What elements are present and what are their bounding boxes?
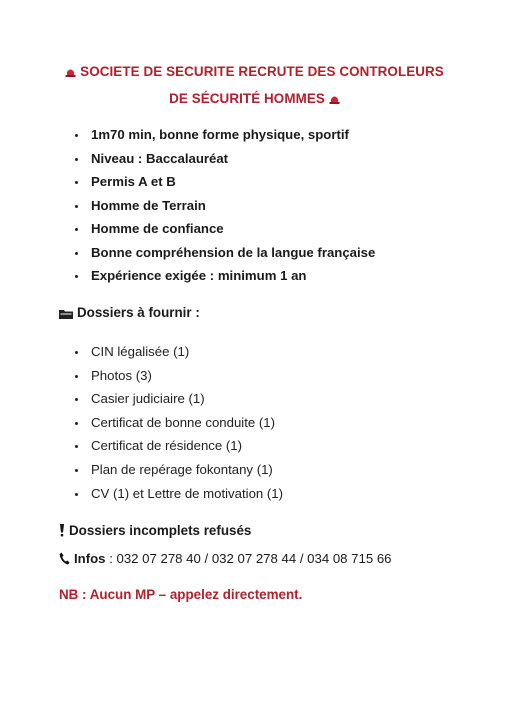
title-line-2: [0, 91, 509, 106]
list-item: Niveau : Baccalauréat: [72, 151, 375, 175]
list-item: CIN légalisée (1): [72, 344, 283, 368]
dossiers-heading-text: Dossiers à fournir :: [77, 305, 200, 320]
list-item: Homme de confiance: [72, 221, 375, 245]
list-item: Casier judiciaire (1): [72, 391, 283, 415]
siren-icon: [329, 94, 340, 104]
infos-label: Infos: [74, 551, 106, 566]
list-item: Certificat de résidence (1): [72, 438, 283, 462]
list-item: Homme de Terrain: [72, 198, 375, 222]
requirements-list: [72, 127, 375, 292]
dossiers-heading: [59, 305, 200, 320]
phone-icon: [59, 552, 70, 565]
title-text-1: SOCIETE DE SECURITE RECRUTE DES CONTROLEURS: [80, 64, 444, 79]
warning-text: Dossiers incomplets refusés: [69, 523, 252, 538]
list-item: Photos (3): [72, 368, 283, 392]
list-item: 1m70 min, bonne forme physique, sportif: [72, 127, 375, 151]
list-item: Bonne compréhension de la langue française: [72, 245, 375, 269]
list-item: CV (1) et Lettre de motivation (1): [72, 486, 283, 510]
list-item: Expérience exigée : minimum 1 an: [72, 268, 375, 292]
dossiers-list: [72, 344, 283, 509]
warning-line: [59, 523, 251, 538]
list-item: Permis A et B: [72, 174, 375, 198]
list-item: Certificat de bonne conduite (1): [72, 415, 283, 439]
title-line-1: [0, 64, 509, 79]
title-text-2: DE SÉCURITÉ HOMMES: [169, 91, 325, 106]
exclamation-icon: [59, 524, 65, 537]
nb-note: NB : Aucun MP – appelez directement.: [59, 587, 303, 602]
infos-numbers: : 032 07 278 40 / 032 07 278 44 / 034 08 715 66: [109, 551, 392, 566]
infos-line: [59, 551, 392, 566]
siren-icon: [65, 67, 76, 77]
folder-icon: [59, 308, 73, 319]
list-item: Plan de repérage fokontany (1): [72, 462, 283, 486]
